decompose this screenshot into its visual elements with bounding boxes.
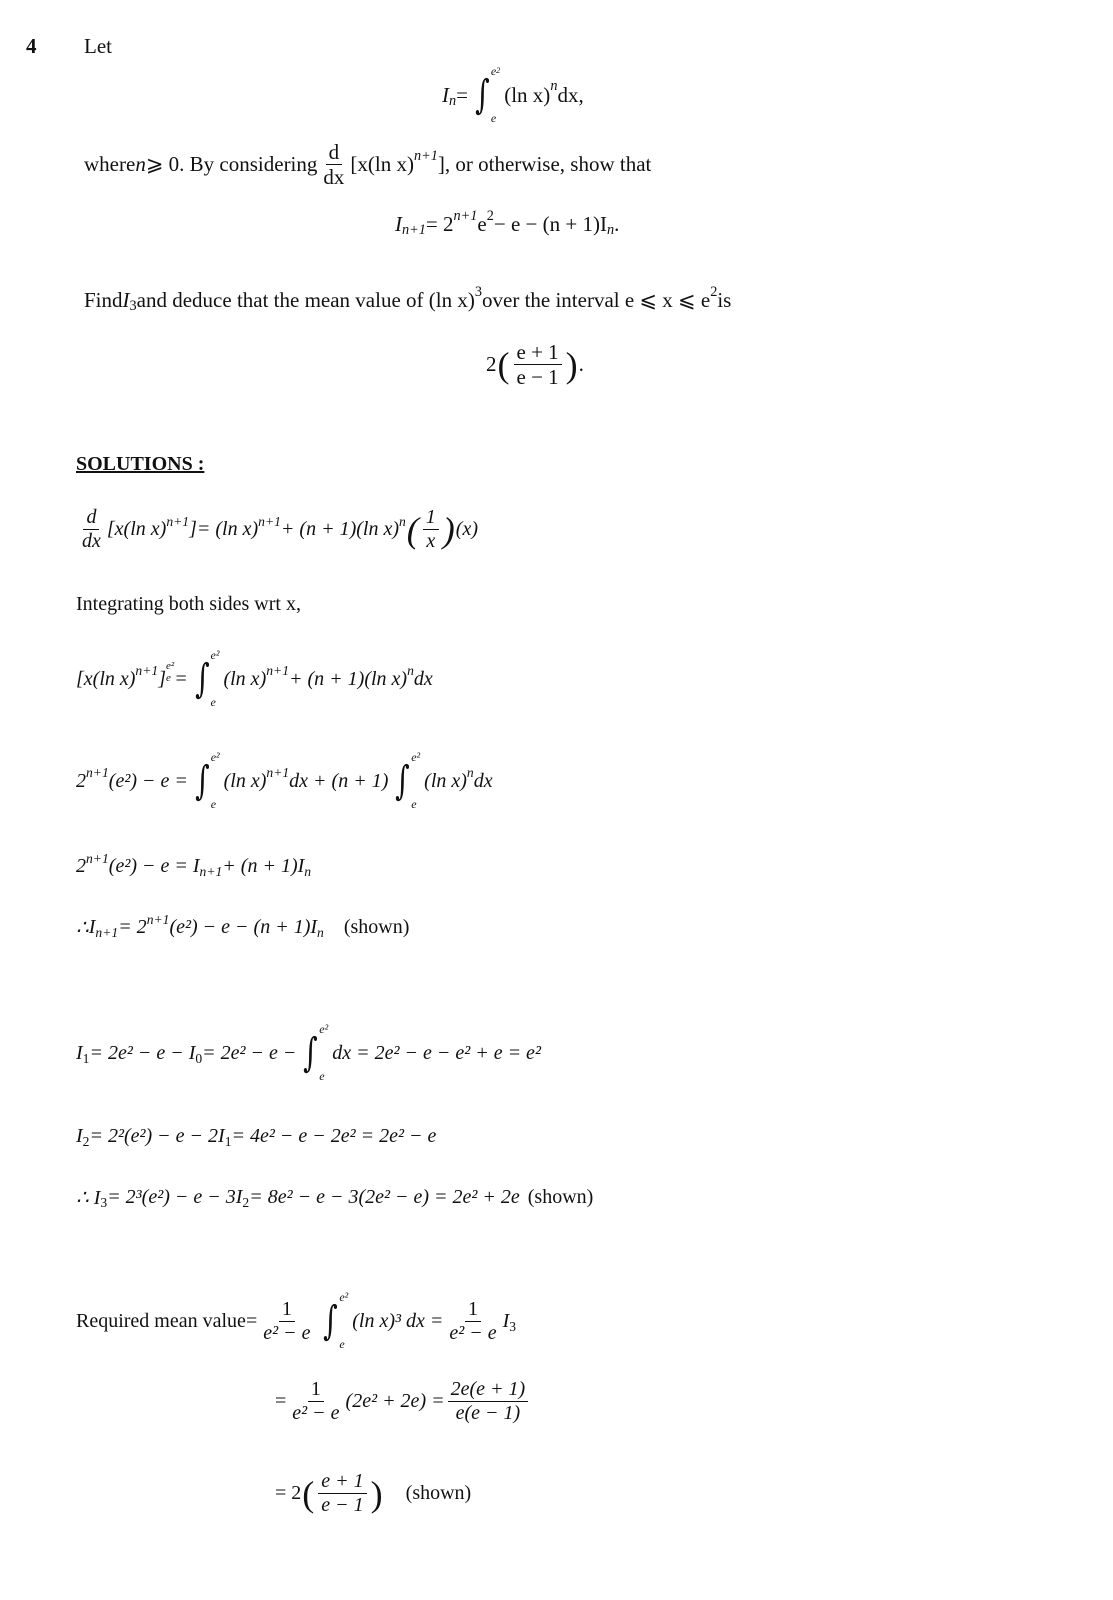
integrand: (ln x) <box>504 82 551 107</box>
question-intro: Let <box>84 34 112 58</box>
exponent: n+1 <box>86 850 109 866</box>
exponent: n+1 <box>453 207 478 224</box>
integral-sign: ∫ e² e <box>303 1022 329 1083</box>
exponent: n+1 <box>266 765 290 781</box>
paren: ) <box>442 509 455 550</box>
text: I <box>502 1309 510 1332</box>
text: + (n + 1)(ln x) <box>280 518 399 540</box>
text: I <box>76 1041 83 1064</box>
exponent: n <box>550 78 558 95</box>
exponent: 3 <box>474 283 482 300</box>
derivative-operator: $\frac{d}{dx}$ <box>323 140 345 190</box>
therefore-symbol: ∴ <box>76 917 89 939</box>
text: where <box>84 152 136 177</box>
fraction: $\frac{2e(e + 1)}{e(e - 1)}$ <box>448 1378 529 1425</box>
text: Find <box>84 288 123 312</box>
exponent: 2 <box>486 207 494 224</box>
text: (ln x) <box>223 667 267 690</box>
text: 2 <box>76 769 86 792</box>
mean-value-line-3 <box>275 1470 471 1517</box>
exponent: n+1 <box>413 147 438 164</box>
fraction: $\frac{e + 1}{e - 1}$ <box>318 1470 366 1517</box>
fraction: $\frac{1}{\text{e² − e}}$ <box>449 1297 497 1344</box>
solution-in-terms-of-I <box>76 850 312 880</box>
text: is <box>717 288 732 312</box>
question-line-4 <box>84 283 732 315</box>
subscript: n+1 <box>95 925 119 941</box>
exponent: n+1 <box>146 911 170 927</box>
text: = 2³(e²) − e − 3I <box>107 1186 243 1208</box>
text: dx + (n + 1) <box>289 769 389 792</box>
exponent: n+1 <box>86 765 109 781</box>
solution-I2 <box>76 1125 436 1148</box>
symbol: I <box>442 82 449 107</box>
subscript: 3 <box>509 1318 517 1334</box>
text: and deduce that the mean value of (ln x) <box>136 288 475 312</box>
text: = <box>275 1390 287 1412</box>
integral-definition <box>442 64 584 126</box>
subscript: n <box>606 222 615 239</box>
evaluation-limits: e² e <box>166 660 175 684</box>
symbol: I <box>122 288 130 312</box>
text: (ln x) <box>424 769 467 792</box>
text: (e²) − e = <box>108 769 188 792</box>
text: ] <box>158 667 166 690</box>
text: − e − (n + 1)I <box>493 212 607 236</box>
subscript: 2 <box>242 1195 250 1211</box>
label: Required mean value <box>76 1309 246 1332</box>
subscript: 3 <box>129 298 137 315</box>
text: I <box>88 916 96 938</box>
text: (x) <box>455 518 478 540</box>
text: I <box>76 1125 83 1147</box>
text: [x(ln x) <box>76 667 136 690</box>
exponent: n+1 <box>258 513 281 529</box>
text: ] <box>189 518 197 540</box>
exponent: n <box>407 663 414 679</box>
text: 2 <box>76 855 86 877</box>
equals: = <box>456 82 468 107</box>
var-n: n <box>135 152 146 177</box>
text: . <box>614 212 620 236</box>
text: = 4e² − e − 2e² = 2e² − e <box>231 1125 437 1147</box>
paren: ) <box>565 344 578 385</box>
solution-I1 <box>76 1022 541 1084</box>
text: = <box>174 667 188 690</box>
text: ∴ I <box>76 1187 101 1209</box>
text: = (ln x) <box>196 518 259 540</box>
text: = 2²(e²) − e − 2I <box>89 1125 225 1147</box>
integrating-note: Integrating both sides wrt x, <box>76 593 301 615</box>
text: 2 <box>486 352 497 377</box>
solution-split <box>76 750 493 812</box>
solution-result <box>76 911 410 941</box>
solution-I3 <box>76 1185 593 1210</box>
solution-derivative <box>76 506 478 553</box>
text: + (n + 1)I <box>222 855 305 877</box>
exponent: n+1 <box>135 663 159 679</box>
symbol: I <box>395 212 402 236</box>
text: = 2 <box>275 1482 302 1504</box>
text: dx <box>473 769 493 792</box>
text: ⩾ 0. By considering <box>145 152 318 177</box>
target-mean-value <box>486 340 584 389</box>
text: = 8e² − e − 3(2e² − e) = 2e² + 2e <box>249 1186 520 1208</box>
paren: ) <box>370 1473 383 1514</box>
shown-label: (shown) <box>405 1482 472 1504</box>
text: (ln x) <box>223 769 267 792</box>
subscript: 1 <box>82 1050 90 1066</box>
text: . <box>578 352 584 377</box>
fraction: $\frac{e + 1}{e - 1}$ <box>514 340 562 389</box>
exponent: n <box>399 513 406 529</box>
subscript: n+1 <box>199 864 223 880</box>
integral-sign: ∫ $e^2$ e <box>475 64 501 125</box>
paren: ( <box>497 344 510 385</box>
question-number: 4 <box>26 34 37 58</box>
subscript: n+1 <box>402 222 426 239</box>
subscript: n <box>449 92 457 109</box>
fraction: $\frac{1}{\text{e² − e}}$ <box>263 1297 311 1344</box>
fraction: $\frac{1}{\text{e² − e}}$ <box>292 1378 340 1424</box>
text: dx <box>413 667 433 690</box>
exponent: 2 <box>710 283 718 300</box>
mean-value-line-2 <box>275 1378 531 1425</box>
derivative-operator: $\frac{d}{dx}$ <box>82 506 101 552</box>
solution-integrated <box>76 648 433 710</box>
text: over the interval e ⩽ x ⩽ e <box>482 288 711 312</box>
exponent: n <box>466 765 474 781</box>
text: [x(ln x) <box>106 518 167 540</box>
text: (e²) − e = I <box>108 855 200 877</box>
question-line-2 <box>84 140 651 189</box>
reduction-formula <box>395 207 620 239</box>
subscript: n <box>304 864 312 880</box>
text: (ln x)³ dx = <box>352 1309 444 1332</box>
mean-value-line-1 <box>76 1290 516 1352</box>
text: (2e² + 2e) = <box>345 1390 445 1412</box>
expression: [x(ln x) <box>350 152 414 177</box>
integral-sign: ∫ e² e <box>194 750 220 811</box>
text: (e²) − e − (n + 1)I <box>169 916 318 938</box>
subscript: 2 <box>82 1134 90 1150</box>
subscript: 3 <box>100 1195 108 1211</box>
subscript: 1 <box>224 1134 232 1150</box>
paren: ( <box>406 509 419 550</box>
integral-sign: ∫ e² e <box>194 648 220 709</box>
fraction: $\frac{1}{x}$ <box>423 506 439 553</box>
integral-sign: ∫ e² e <box>323 1290 349 1351</box>
text: = 2e² − e − <box>202 1041 297 1064</box>
shown-label: (shown) <box>527 1186 594 1208</box>
text: e <box>477 212 487 236</box>
text: = 2 <box>425 212 454 236</box>
subscript: n <box>317 925 324 941</box>
exponent: n+1 <box>166 513 190 529</box>
exponent: n+1 <box>266 663 290 679</box>
solutions-heading: SOLUTIONS : <box>76 453 205 475</box>
bracket: ] <box>437 152 445 177</box>
text: = 2 <box>118 916 147 938</box>
text: = 2e² − e − I <box>89 1041 196 1064</box>
integral-sign: ∫ e² e <box>395 750 421 811</box>
text: + (n + 1)(ln x) <box>289 667 408 690</box>
shown-label: (shown) <box>343 916 410 938</box>
paren: ( <box>302 1473 315 1514</box>
dx: dx, <box>557 82 584 107</box>
text: , or otherwise, show that <box>444 152 652 177</box>
text: = <box>245 1309 258 1332</box>
text: dx = 2e² − e − e² + e = e² <box>332 1041 541 1064</box>
subscript: 0 <box>195 1050 203 1066</box>
